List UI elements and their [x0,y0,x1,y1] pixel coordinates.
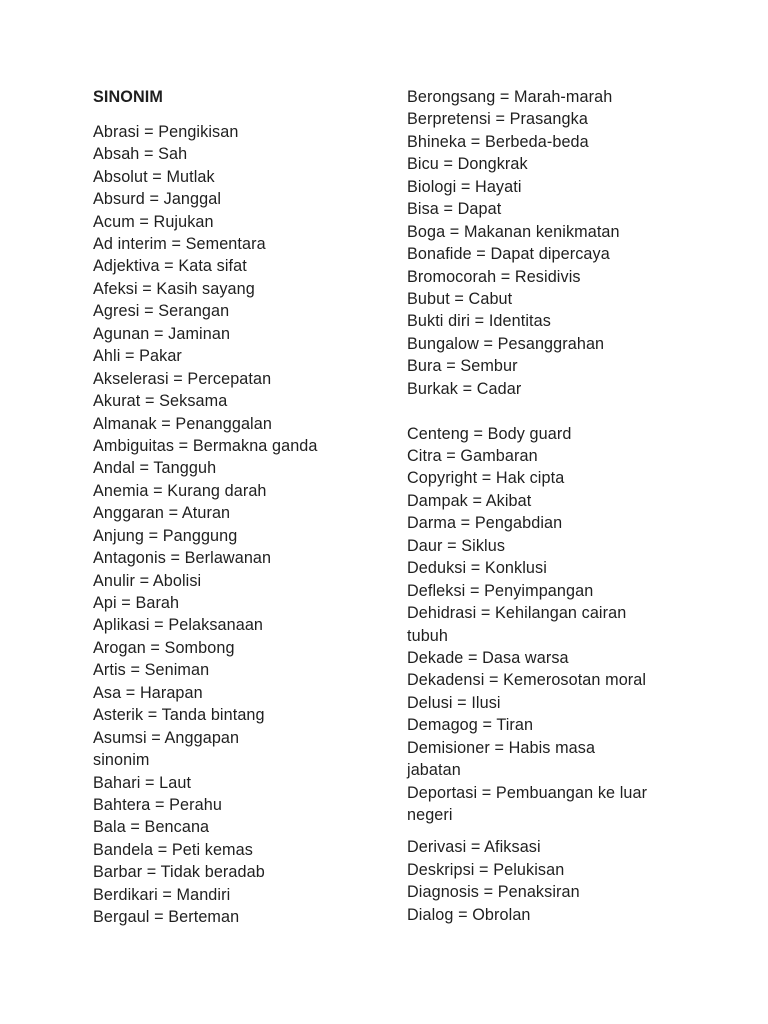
synonym-entry: jabatan [407,761,461,780]
synonym-entry: negeri [407,806,453,824]
synonym-entry: Dehidrasi = Kehilangan cairan [407,604,627,623]
synonym-entry: Absolut = Mutlak [93,167,215,186]
synonym-entry: Delusi = Ilusi [407,693,501,712]
synonym-entry: Bhineka = Berbeda-beda [407,132,589,151]
synonym-entry: Anggaran = Aturan [93,504,231,523]
synonym-entry: Antagonis = Berlawanan [93,549,272,568]
synonym-entry: Bukti diri = Identitas [407,312,551,331]
synonym-entry: Almanak = Penanggalan [93,414,272,433]
synonym-entry: Bonafide = Dapat dipercaya [407,245,610,264]
synonym-entry: Deskripsi = Pelukisan [407,860,565,879]
right-entry-list-c-d [407,423,707,827]
synonym-entry: Ahli = Pakar [93,347,182,366]
synonym-entry: Artis = Seniman [93,661,210,680]
synonym-entry: Bura = Sembur [407,357,518,376]
synonym-entry: Copyright = Hak cipta [407,469,565,488]
synonym-entry: Abrasi = Pengikisan [93,122,239,141]
synonym-entry: Ad interim = Sementara [93,235,266,254]
synonym-entry: Bahari = Laut [93,773,192,792]
synonym-entry: Berongsang = Marah-marah [407,88,613,106]
synonym-entry: Aplikasi = Pelaksanaan [93,616,264,635]
synonym-entry: Bandela = Peti kemas [93,840,253,859]
synonym-entry: Bromocorah = Residivis [407,267,581,286]
synonym-entry: Anemia = Kurang darah [93,481,267,500]
synonym-entry: Defleksi = Penyimpangan [407,581,594,600]
left-column [93,86,383,929]
right-entry-list-d-continued [407,836,707,926]
synonym-entry: Dekade = Dasa warsa [407,648,569,667]
synonym-entry: Asumsi = Anggapan [93,728,240,747]
synonym-entry: Afeksi = Kasih sayang [93,279,255,298]
synonym-entry: Bicu = Dongkrak [407,155,528,174]
synonym-entry: Bubut = Cabut [407,289,513,308]
synonym-entry: Asa = Harapan [93,683,203,702]
left-entry-list [93,121,383,929]
synonym-entry: Boga = Makanan kenikmatan [407,222,620,241]
synonym-entry: Anulir = Abolisi [93,571,202,590]
synonym-entry: Arogan = Sombong [93,638,235,657]
right-entry-list-b [407,86,707,400]
synonym-entry: Deduksi = Konklusi [407,559,547,578]
synonym-entry: Akselerasi = Percepatan [93,369,272,388]
synonym-entry: Barbar = Tidak beradab [93,863,265,882]
synonym-entry: Derivasi = Afiksasi [407,838,541,857]
synonym-entry: Agunan = Jaminan [93,324,231,343]
synonym-entry: Burkak = Cadar [407,379,522,398]
synonym-entry: sinonim [93,751,150,770]
document-title: SINONIM [93,88,163,106]
synonym-entry: Agresi = Serangan [93,302,230,321]
synonym-entry: Bungalow = Pesanggrahan [407,334,605,353]
synonym-entry: Acum = Rujukan [93,212,214,231]
synonym-entry: Centeng = Body guard [407,424,572,443]
synonym-entry: Ambiguitas = Bermakna ganda [93,436,318,455]
synonym-entry: Dialog = Obrolan [407,905,531,924]
synonym-entry: Akurat = Seksama [93,392,228,411]
synonym-entry: Deportasi = Pembuangan ke luar [407,783,648,802]
synonym-entry: Absurd = Janggal [93,190,222,209]
synonym-entry: Berpretensi = Prasangka [407,110,588,129]
synonym-entry: Dampak = Akibat [407,491,532,510]
section-gap [407,400,707,422]
synonym-entry: Citra = Gambaran [407,447,538,465]
synonym-entry: Absah = Sah [93,145,188,164]
synonym-entry: Api = Barah [93,594,180,613]
synonym-entry: Dekadensi = Kemerosotan moral [407,671,647,690]
right-column [407,86,707,926]
synonym-entry: Demisioner = Habis masa [407,738,596,757]
synonym-entry: Daur = Siklus [407,536,506,555]
section-gap [407,826,707,836]
synonym-entry: Bala = Bencana [93,818,210,837]
synonym-entry: Diagnosis = Penaksiran [407,883,580,902]
synonym-entry: Berdikari = Mandiri [93,885,231,904]
synonym-entry: tubuh [407,626,449,645]
synonym-entry: Darma = Pengabdian [407,514,563,533]
synonym-entry: Bahtera = Perahu [93,795,222,814]
synonym-entry: Asterik = Tanda bintang [93,706,265,725]
synonym-entry: Andal = Tangguh [93,459,217,478]
synonym-entry: Anjung = Panggung [93,526,238,545]
synonym-entry: Biologi = Hayati [407,177,522,196]
synonym-entry: Demagog = Tiran [407,716,534,735]
synonym-entry: Adjektiva = Kata sifat [93,257,247,276]
synonym-entry: Bergaul = Berteman [93,908,240,927]
synonym-entry: Bisa = Dapat [407,200,502,219]
